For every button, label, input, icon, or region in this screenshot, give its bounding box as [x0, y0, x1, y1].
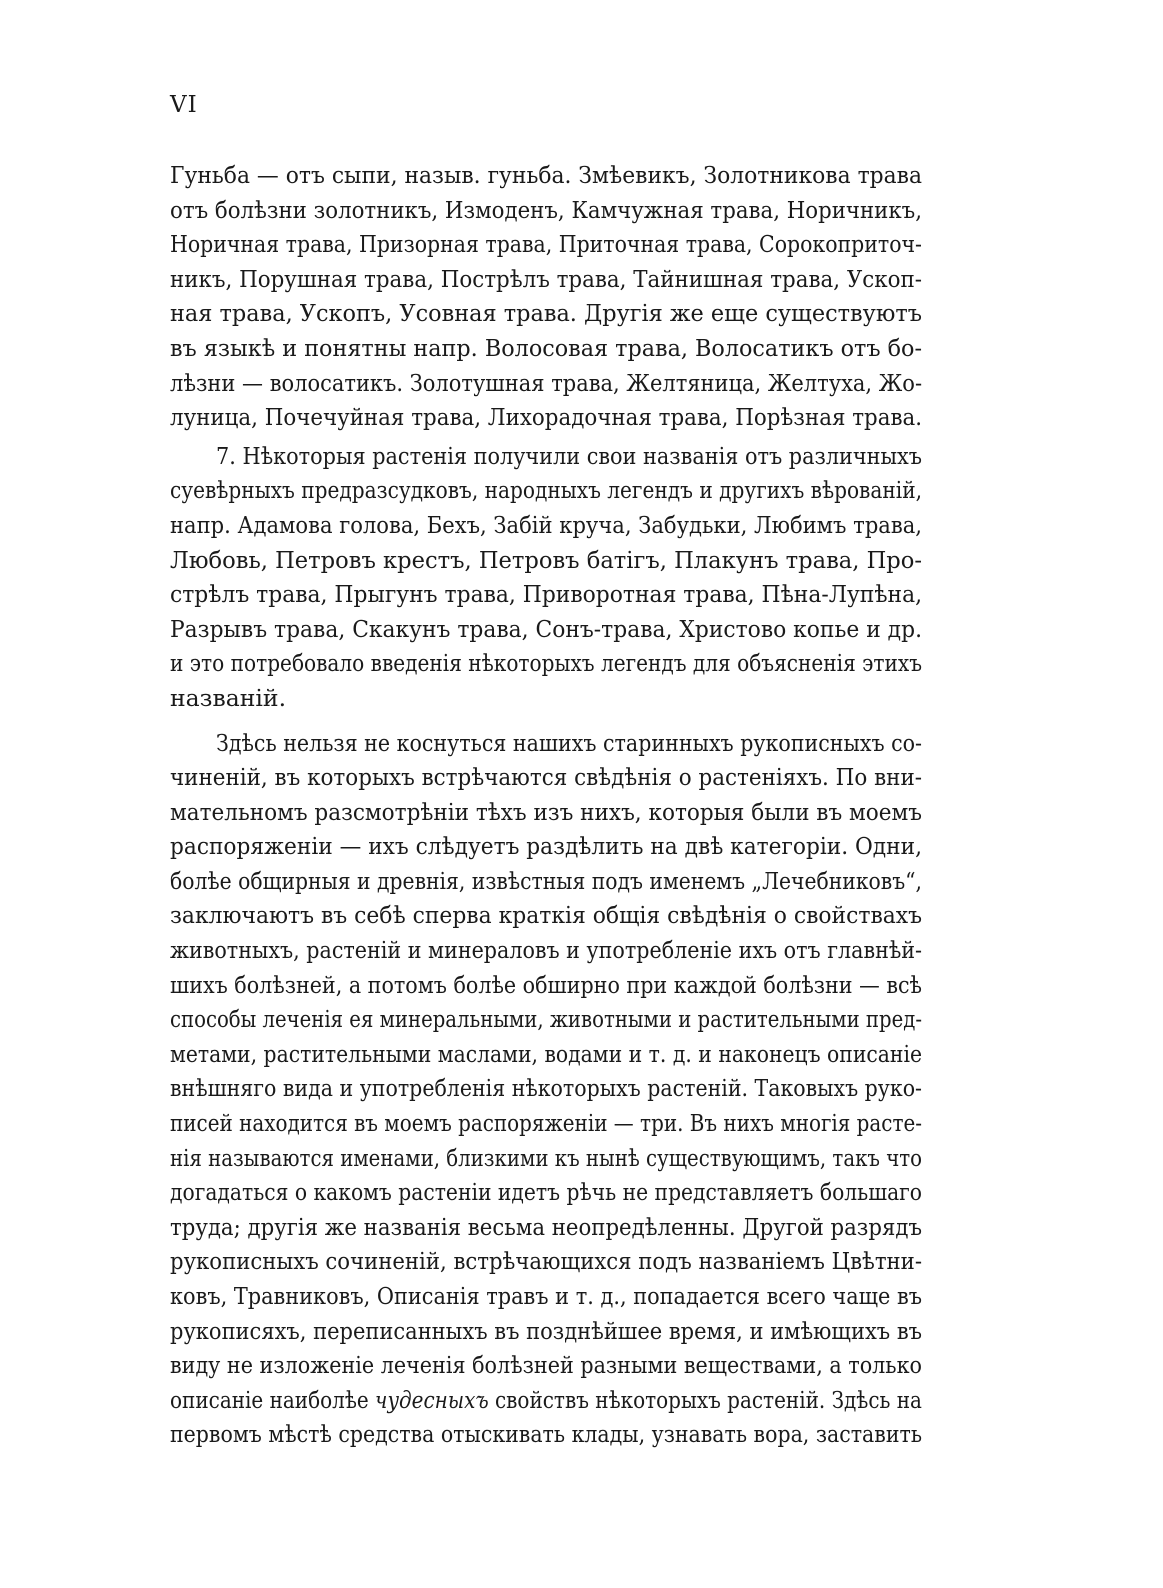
text-line: мательномъ разсмотрѣніи тѣхъ изъ нихъ, которыя были въ моемъ [170, 797, 922, 826]
text-line: ковъ, Травниковъ, Описанія травъ и т. д., попадается всего чаще въ [170, 1282, 922, 1310]
text-line: въ языкѣ и понятны напр. Волосовая трава, Волосатикъ отъ бо- [170, 333, 923, 362]
text-line: чиненій, въ которыхъ встрѣчаются свѣдѣнія о растеніяхъ. По вни- [170, 763, 923, 792]
text-line: Гуньба — отъ сыпи, назыв. гуньба. Змѣевикъ, Золотникова трава [170, 161, 923, 189]
text-line: луница, Почечуйная трава, Лихорадочная трава, Порѣзная трава. [170, 403, 923, 432]
text-line: заключаютъ въ себѣ сперва краткія общія свѣдѣнія о свойствахъ [170, 901, 923, 930]
text-line [170, 1383, 922, 1418]
text-line: никъ, Порушная трава, Пострѣлъ трава, Тайнишная трава, Ускоп- [170, 264, 923, 293]
paragraph-3 [170, 726, 922, 1452]
text-line: писей находится въ моемъ распоряженіи — три. Въ нихъ многія расте- [170, 1109, 922, 1138]
text-line: названій. [170, 683, 287, 712]
text-line: внѣшняго вида и употребленія нѣкоторыхъ растеній. Таковыхъ руко- [170, 1074, 922, 1103]
text-line: Любовь, Петровъ крестъ, Петровъ батігъ, Плакунъ трава, Про- [170, 545, 923, 574]
text-segment: описаніе наиболѣе [170, 1385, 376, 1414]
text-line: и это потребовало введенія нѣкоторыхъ легендъ для объясненія этихъ [170, 649, 922, 678]
text-line: Норичная трава, Призорная трава, Приточная трава, Сорокоприточ- [170, 230, 922, 259]
text-line: рукописяхъ, переписанныхъ въ позднѣйшее время, и имѣющихъ въ [170, 1316, 923, 1345]
text-line: стрѣлъ трава, Прыгунъ трава, Приворотная трава, Пѣна-Лупѣна, [170, 580, 923, 609]
text-line: отъ болѣзни золотникъ, Измоденъ, Камчужная трава, Норичникъ, [170, 195, 922, 224]
text-line: виду не изложеніе леченія болѣзней разными веществами, а только [170, 1351, 922, 1380]
text-line: суевѣрныхъ предразсудковъ, народныхъ легендъ и другихъ вѣрованій, [170, 476, 922, 505]
text-line: напр. Адамова голова, Бехъ, Забій круча, Забудьки, Любимъ трава, [170, 510, 922, 539]
text-line: рукописныхъ сочиненій, встрѣчающихся подъ названіемъ Цвѣтни- [170, 1247, 922, 1276]
text-line: животныхъ, растеній и минераловъ и употребленіе ихъ отъ главнѣй- [170, 936, 923, 965]
text-line: 7. Нѣкоторыя растенія получили свои названія отъ различныхъ [216, 441, 923, 470]
text-line: шихъ болѣзней, а потомъ болѣе обширно при каждой болѣзни — всѣ [170, 970, 922, 999]
paragraph-1 [170, 158, 922, 435]
text-line: догадаться о какомъ растеніи идетъ рѣчь не представляетъ большаго [170, 1178, 923, 1207]
text-line: нія называются именами, близкими къ нынѣ существующимъ, такъ что [170, 1143, 923, 1172]
paragraph-2 [170, 439, 922, 716]
italic-word: чудесныхъ [375, 1385, 489, 1414]
text-line: ная трава, Ускопъ, Усовная трава. Другія же еще существуютъ [170, 299, 922, 328]
text-line: Разрывъ трава, Скакунъ трава, Сонъ-трава, Христово копье и др. [170, 614, 923, 643]
text-segment: свойствъ нѣкоторыхъ растеній. Здѣсь на [488, 1385, 922, 1414]
page-number: VI [170, 92, 198, 118]
text-line: первомъ мѣстѣ средства отыскивать клады, узнавать вора, заставить [170, 1420, 923, 1449]
text-line: болѣе общирныя и древнія, извѣстныя подъ именемъ „Лечебниковъ“, [170, 866, 922, 895]
text-line: Здѣсь нельзя не коснуться нашихъ старинныхъ рукописныхъ со- [216, 728, 922, 757]
text-line: способы леченія ея минеральными, животными и растительными пред- [170, 1005, 923, 1034]
text-line: труда; другія же названія весьма неопредѣленны. Другой разрядъ [170, 1212, 922, 1241]
text-line: лѣзни — волосатикъ. Золотушная трава, Желтяница, Желтуха, Жо- [170, 368, 923, 397]
text-line: распоряженіи — ихъ слѣдуетъ раздѣлить на двѣ категоріи. Одни, [170, 832, 922, 861]
body-text [170, 158, 922, 1452]
text-line: метами, растительными маслами, водами и т. д. и наконецъ описаніе [170, 1039, 923, 1068]
